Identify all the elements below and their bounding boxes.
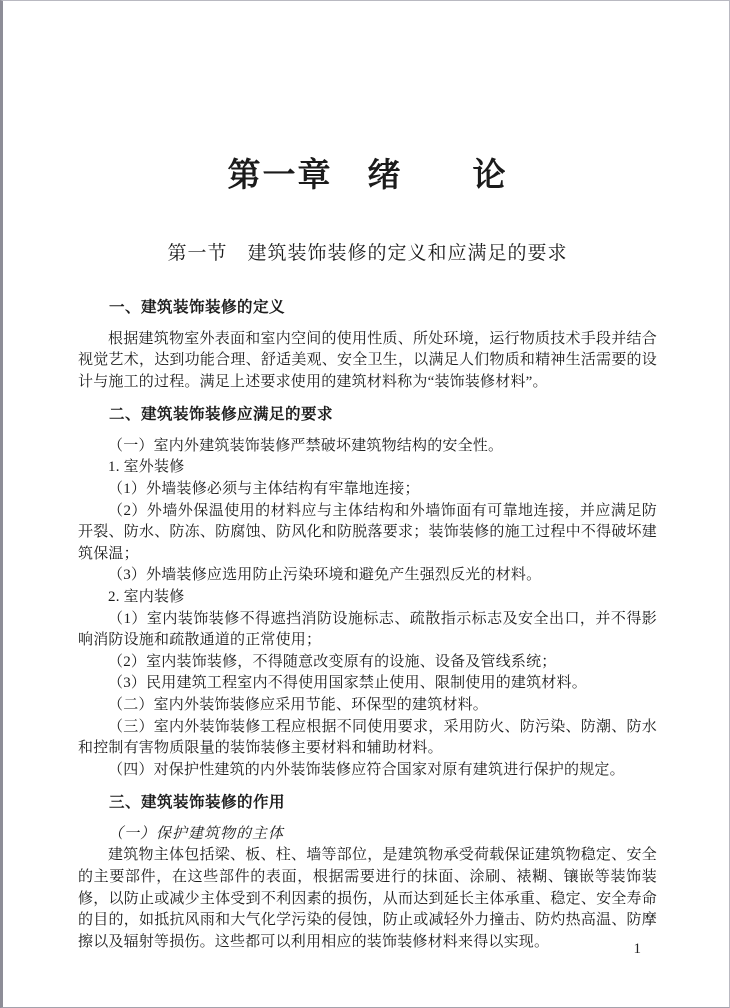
heading-definition: 一、建筑装饰装修的定义 — [109, 299, 286, 316]
list-item: （四）对保护性建筑的内外装饰装修应符合国家对原有建筑进行保护的规定。 — [108, 761, 625, 778]
page-content — [3, 1, 729, 953]
body-paragraph: 建筑物主体包括梁、板、柱、墙等部位，是建筑物承受荷载保证建筑物稳定、安全的主要部件，在这些部件的表面，根据需要进行的抹面、涂刷、裱糊、镶嵌等装饰装修，以防止或减少主体受到不利因素的损伤，从而达到延长主体承重、稳定、安全寿命的目的，如抵抗风雨和大气化学污染的侵蚀，防止或减轻外力撞击、防灼热高温、防摩擦以及辐射等损伤。这些都可以利用相应的装饰装修材料来得以实现。 — [78, 847, 657, 950]
list-item: （3）外墙装修应选用防止污染环境和避免产生强烈反光的材料。 — [108, 567, 542, 584]
list-item: （2）外墙外保温使用的材料应与主体结构和外墙饰面有可靠地连接，并应满足防开裂、防水、防冻、防腐蚀、防风化和防脱落要求；装饰装修的施工过程中不得破坏建筑保温； — [78, 502, 657, 562]
section-title: 第一节 建筑装饰装修的定义和应满足的要求 — [167, 243, 568, 264]
body-paragraph: 根据建筑物室外表面和室内空间的使用性质、所处环境，运行物质技术手段并结合视觉艺术，达到功能合理、舒适美观、安全卫生，以满足人们物质和精神生活需要的设计与施工的过程。满足上述要求使用的建筑材料称为“装饰装修材料”。 — [78, 330, 657, 390]
kai-subheading: （一）保护建筑物的主体 — [108, 825, 285, 842]
heading-functions: 三、建筑装饰装修的作用 — [109, 794, 286, 812]
list-item: （3）民用建筑工程室内不得使用国家禁止使用、限制使用的建筑材料。 — [108, 675, 587, 692]
list-item: （三）室内外装饰装修工程应根据不同使用要求，采用防火、防污染、防潮、防水和控制有害物质限量的装饰装修主要材料和辅助材料。 — [78, 718, 657, 757]
list-item: （1）外墙装修必须与主体结构有牢靠地连接； — [108, 480, 420, 497]
list-item: （一）室内外建筑装饰装修严禁破坏建筑物结构的安全性。 — [108, 437, 504, 454]
list-item: （1）室内装饰装修不得遮挡消防设施标志、疏散指示标志及安全出口，并不得影响消防设施和疏散通道的正常使用； — [78, 610, 657, 649]
list-item: （2）室内装饰装修，不得随意改变原有的设施、设备及管线系统； — [108, 653, 557, 670]
heading-requirements: 二、建筑装饰装修应满足的要求 — [109, 406, 334, 424]
list-item: （二）室内外装饰装修应采用节能、环保型的建筑材料。 — [108, 696, 489, 713]
page-number: 1 — [633, 941, 641, 957]
list-item: 2. 室内装修 — [108, 588, 185, 605]
list-item: 1. 室外装修 — [108, 459, 185, 476]
chapter-title: 第一章 绪 论 — [227, 158, 508, 194]
